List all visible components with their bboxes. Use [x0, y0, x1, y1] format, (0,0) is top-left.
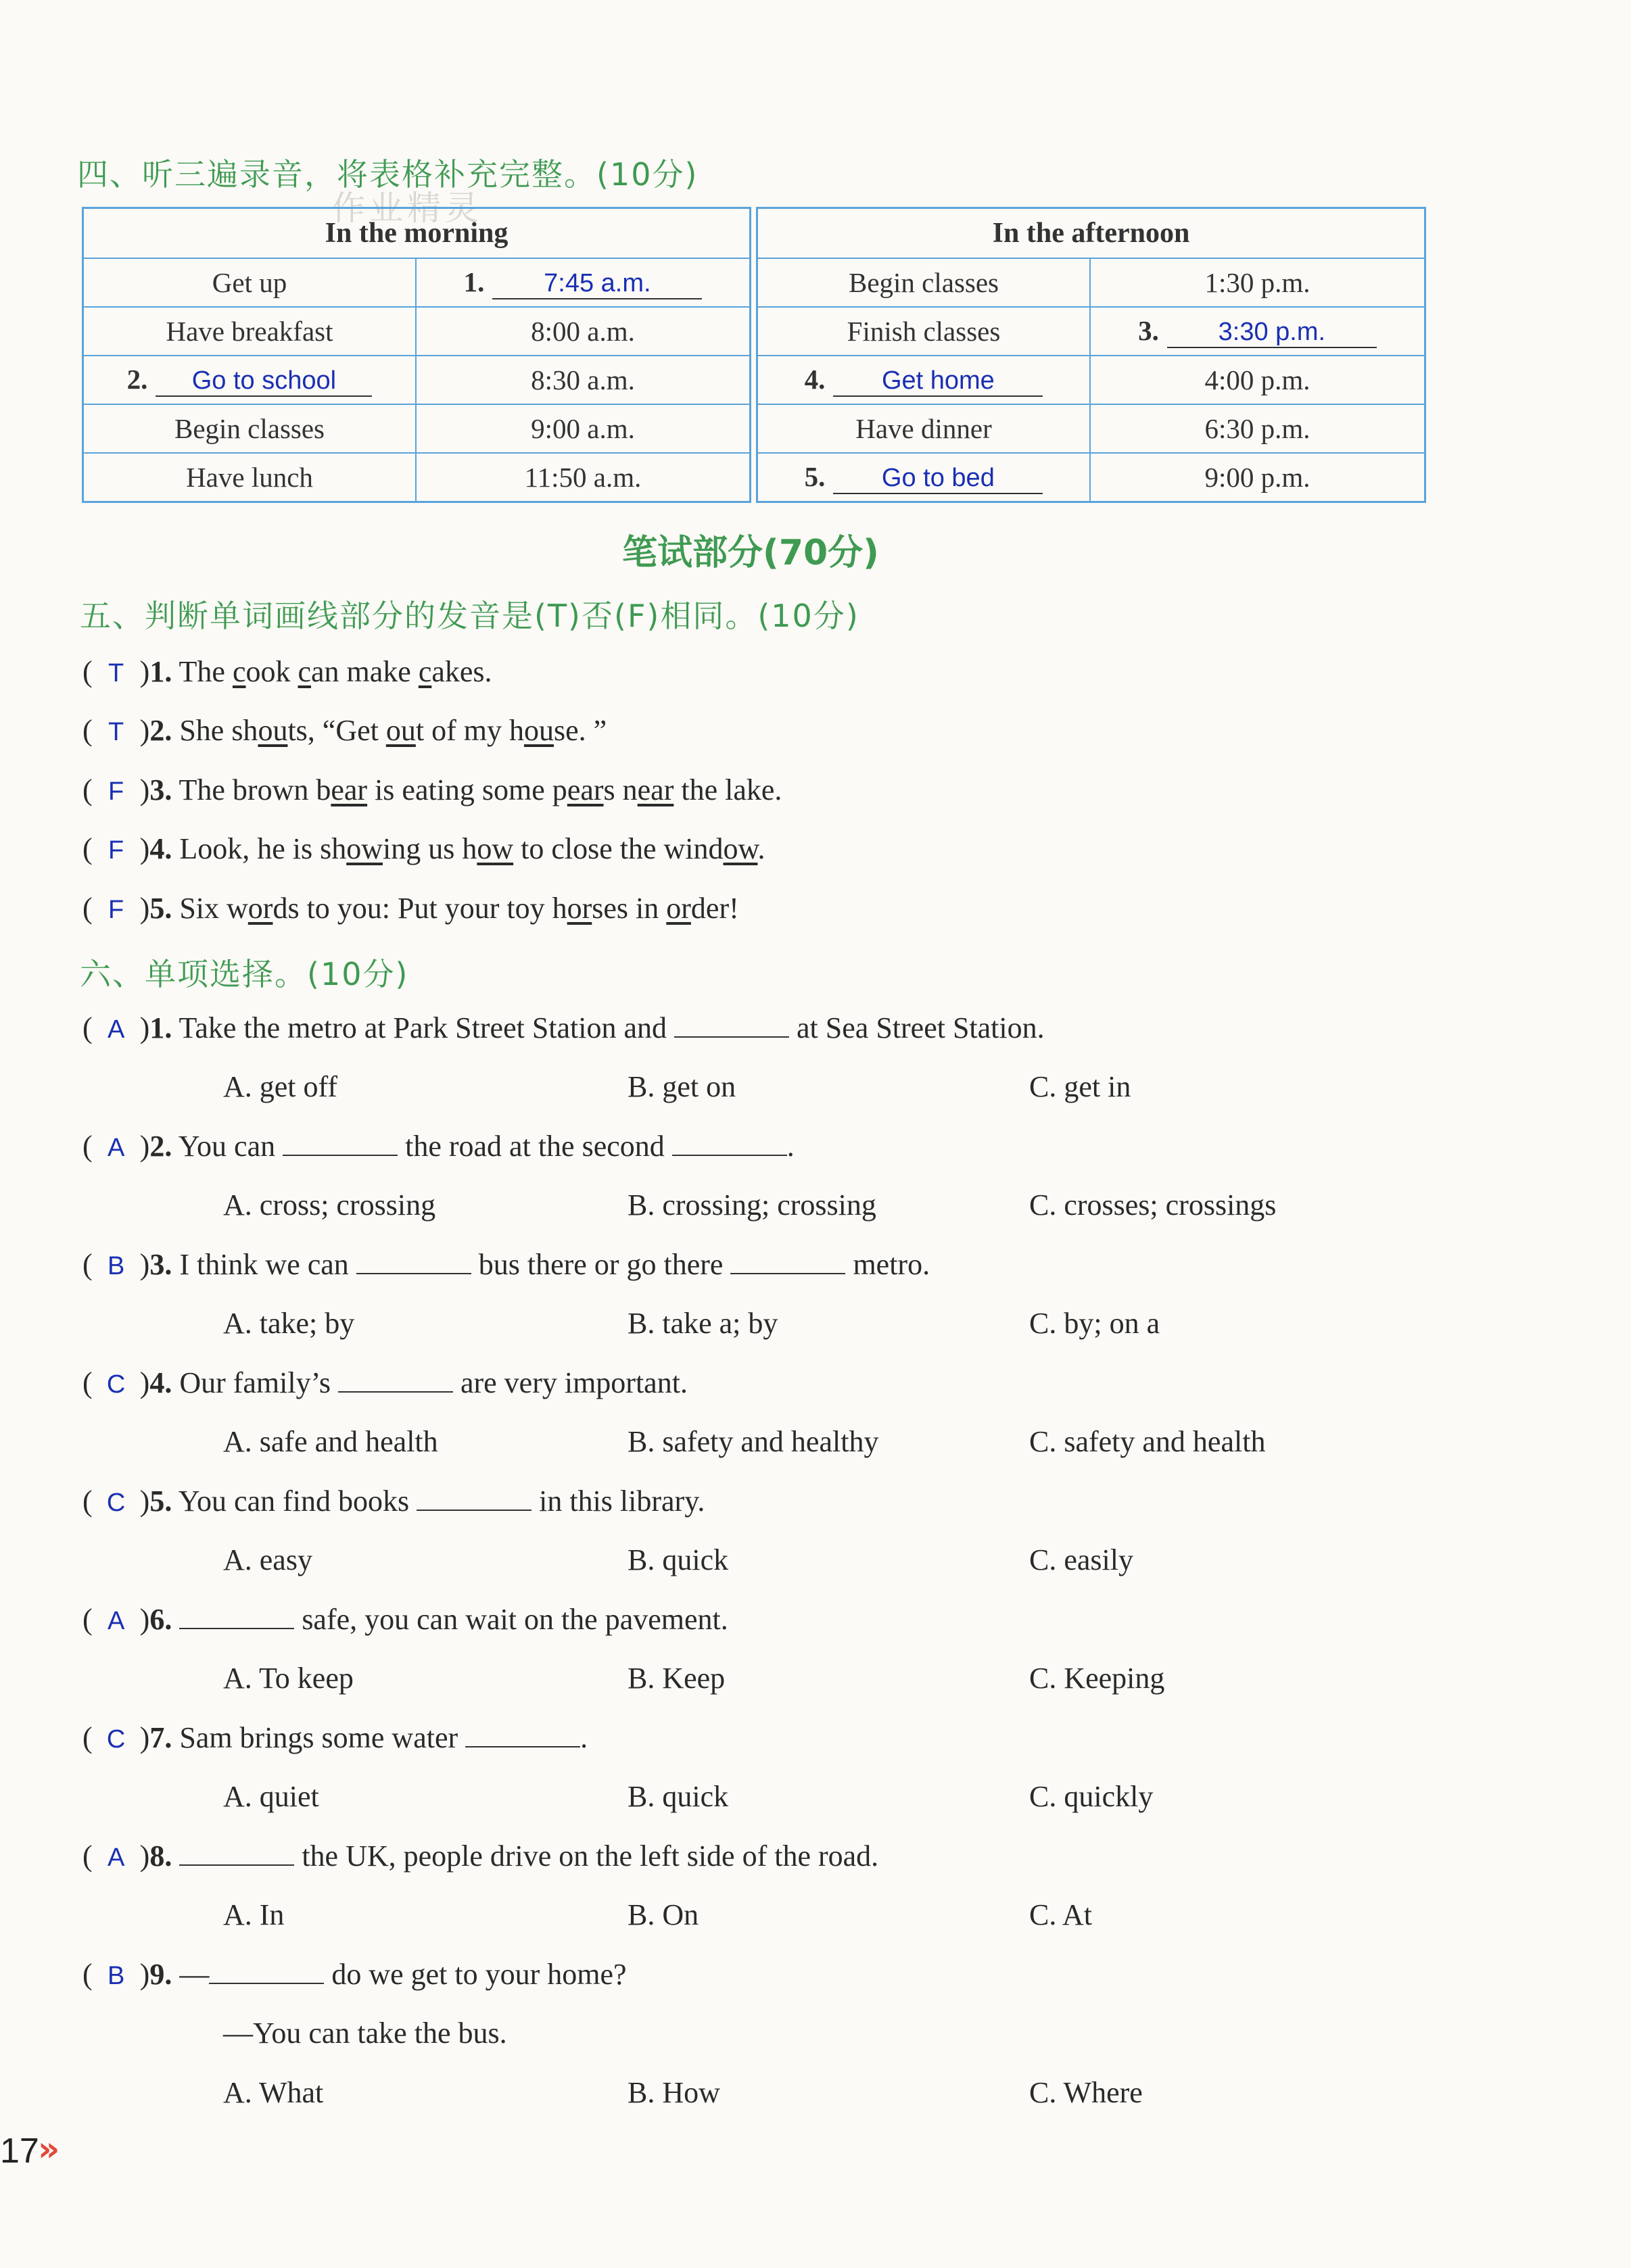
table-cell: 11:50 a.m. — [416, 453, 751, 502]
answer-mark[interactable]: A — [107, 1843, 125, 1872]
question-text: You can — [178, 1130, 276, 1163]
question-text: safe, you can wait on the pavement. — [302, 1603, 728, 1636]
option-a[interactable]: A. cross; crossing — [223, 1188, 436, 1222]
blank-number: 4. — [804, 364, 826, 395]
question-text: I think we can — [179, 1248, 349, 1281]
afternoon-header: In the afternoon — [757, 208, 1425, 259]
answer-blank[interactable] — [417, 1487, 531, 1511]
option-a[interactable]: A. In — [223, 1898, 285, 1931]
question-number: 1. — [149, 655, 172, 688]
table-row — [757, 307, 1425, 356]
table-cell — [416, 258, 751, 307]
answer-blank[interactable] — [179, 1605, 294, 1629]
answer-fill[interactable]: Go to bed — [833, 463, 1043, 494]
answer-blank[interactable] — [672, 1132, 787, 1156]
table-cell — [83, 356, 417, 404]
question-text: You can find books — [178, 1485, 410, 1518]
option-a[interactable]: A. What — [223, 2076, 324, 2109]
table-cell: 1:30 p.m. — [1090, 258, 1425, 307]
option-b[interactable]: B. How — [628, 2076, 720, 2109]
question-number: 6. — [149, 1603, 172, 1636]
table-cell: 6:30 p.m. — [1090, 404, 1425, 453]
table-cell: 8:30 a.m. — [416, 356, 751, 404]
option-c[interactable]: C. crosses; crossings — [1029, 1188, 1277, 1222]
blank-number: 2. — [126, 364, 148, 395]
option-b[interactable]: B. quick — [628, 1780, 729, 1813]
table-cell: Have breakfast — [83, 307, 417, 356]
morning-header: In the morning — [83, 208, 751, 259]
answer-blank[interactable] — [730, 1250, 845, 1274]
table-cell: 9:00 p.m. — [1090, 453, 1425, 502]
question-number: 3. — [149, 773, 172, 806]
answer-fill[interactable]: Get home — [833, 366, 1043, 397]
question-item: ( C )4. Our family’s are very important. — [82, 1366, 688, 1399]
option-c[interactable]: C. Keeping — [1029, 1662, 1165, 1695]
option-a[interactable]: A. take; by — [223, 1307, 355, 1340]
option-b[interactable]: B. take a; by — [628, 1307, 778, 1340]
table-cell — [757, 453, 1091, 502]
option-c[interactable]: C. safety and health — [1029, 1425, 1266, 1458]
answer-blank[interactable] — [674, 1013, 789, 1038]
answer-blank[interactable] — [209, 1960, 324, 1984]
question-text: — — [179, 1958, 210, 1991]
answer-mark[interactable]: F — [108, 777, 124, 806]
table-row — [83, 258, 751, 307]
answer-mark[interactable]: B — [107, 1962, 125, 1990]
blank-number: 1. — [463, 266, 485, 297]
watermark: 作业精灵 — [331, 189, 483, 228]
table-cell: Have lunch — [83, 453, 417, 502]
question-text: are very important. — [460, 1366, 688, 1399]
blank-number: 5. — [804, 461, 826, 492]
question-text: metro. — [853, 1248, 930, 1281]
section4-title: 四、听三遍录音，将表格补充完整。(10分) — [77, 156, 699, 193]
answer-mark[interactable]: T — [108, 718, 124, 746]
answer-fill[interactable]: 3:30 p.m. — [1167, 317, 1377, 348]
answer-blank[interactable] — [465, 1723, 580, 1747]
table-row — [757, 258, 1425, 307]
answer-mark[interactable]: B — [107, 1252, 125, 1280]
question-number: 9. — [149, 1958, 172, 1991]
option-c[interactable]: C. quickly — [1029, 1780, 1154, 1813]
question-item: ( C )7. Sam brings some water . — [82, 1721, 588, 1754]
morning-table — [82, 207, 751, 503]
question-item: ( F )5. Six words to you: Put your toy horses in order! — [82, 892, 739, 925]
table-cell — [757, 356, 1091, 404]
option-a[interactable]: A. To keep — [223, 1662, 354, 1695]
page-number: 17 — [0, 2131, 39, 2171]
table-row — [83, 307, 751, 356]
option-c[interactable]: C. Where — [1029, 2076, 1143, 2109]
answer-mark[interactable]: C — [106, 1489, 126, 1517]
question-number: 2. — [149, 1130, 172, 1163]
section5-title: 五、判断单词画线部分的发音是(T)否(F)相同。(10分) — [80, 598, 859, 634]
table-cell: 8:00 a.m. — [416, 307, 751, 356]
table-cell: Have dinner — [757, 404, 1091, 453]
option-c[interactable]: C. easily — [1029, 1543, 1133, 1576]
answer-fill[interactable]: Go to school — [156, 366, 372, 397]
table-cell: Begin classes — [83, 404, 417, 453]
question-item: ( B )3. I think we can bus there or go there metro. — [82, 1248, 930, 1281]
answer-mark[interactable]: C — [106, 1370, 126, 1399]
question-number: 7. — [149, 1721, 172, 1754]
question-item: ( C )5. You can find books in this library. — [82, 1485, 705, 1518]
table-row — [83, 404, 751, 453]
question-item: ( A )6. safe, you can wait on the pavement. — [82, 1603, 728, 1636]
option-c[interactable]: C. by; on a — [1029, 1307, 1160, 1340]
question-text: Sam brings some water — [179, 1721, 458, 1754]
answer-blank[interactable] — [338, 1368, 453, 1393]
question-item: ( F )3. The brown bear is eating some pears near the lake. — [82, 773, 782, 806]
question-item: ( A )2. You can the road at the second . — [82, 1130, 795, 1163]
question-item: ( T )2. She shouts, “Get out of my house. ” — [82, 714, 607, 747]
table-cell: 4:00 p.m. — [1090, 356, 1425, 404]
option-b[interactable]: B. crossing; crossing — [628, 1188, 876, 1222]
question-text: the UK, people drive on the left side of the road. — [302, 1839, 879, 1873]
answer-mark[interactable]: T — [108, 659, 124, 687]
written-part-title: 笔试部分(70分) — [622, 533, 879, 573]
question-number: 4. — [149, 1366, 172, 1399]
question-number: 2. — [149, 714, 172, 747]
table-cell — [1090, 307, 1425, 356]
question-item: ( A )8. the UK, people drive on the left side of the road. — [82, 1839, 879, 1873]
answer-blank[interactable] — [179, 1841, 294, 1866]
question-text: Take the metro at Park Street Station and — [179, 1011, 667, 1044]
question-number: 5. — [149, 1485, 172, 1518]
question-number: 1. — [149, 1011, 172, 1044]
table-row — [757, 356, 1425, 404]
question-text: the road at the second — [405, 1130, 665, 1163]
option-a[interactable]: A. quiet — [223, 1780, 319, 1813]
table-row — [83, 356, 751, 404]
option-a[interactable]: A. easy — [223, 1543, 312, 1576]
afternoon-table — [756, 207, 1426, 503]
option-b[interactable]: B. quick — [628, 1543, 729, 1576]
question-text: in this library. — [539, 1485, 705, 1518]
answer-blank[interactable] — [283, 1132, 398, 1156]
question-number: 5. — [149, 892, 172, 925]
option-c[interactable]: C. At — [1029, 1898, 1092, 1931]
chevron-right-icon: » — [38, 2129, 60, 2169]
question-item: ( B )9. — do we get to your home? — [82, 1958, 627, 1991]
table-cell: Get up — [83, 258, 417, 307]
answer-mark[interactable]: A — [107, 1134, 125, 1162]
option-a[interactable]: A. safe and health — [223, 1425, 438, 1458]
question-text-line2: —You can take the bus. — [223, 2017, 507, 2050]
answer-mark[interactable]: A — [107, 1607, 125, 1635]
answer-mark[interactable]: A — [107, 1015, 125, 1044]
answer-mark[interactable]: C — [106, 1725, 126, 1754]
option-b[interactable]: B. get on — [628, 1070, 736, 1103]
table-cell: Begin classes — [757, 258, 1091, 307]
answer-blank[interactable] — [356, 1250, 471, 1274]
table-cell: Finish classes — [757, 307, 1091, 356]
table-row — [757, 453, 1425, 502]
question-item: ( T )1. The cook can make cakes. — [82, 655, 492, 688]
section6-title: 六、单项选择。(10分) — [80, 956, 409, 992]
blank-number: 3. — [1138, 315, 1159, 346]
question-text: Our family’s — [179, 1366, 331, 1399]
question-text: . — [580, 1721, 588, 1754]
option-b[interactable]: B. On — [628, 1898, 699, 1931]
question-number: 8. — [149, 1839, 172, 1873]
question-item: ( F )4. Look, he is showing us how to close the window. — [82, 832, 765, 865]
option-b[interactable]: B. Keep — [628, 1662, 726, 1695]
option-b[interactable]: B. safety and healthy — [628, 1425, 879, 1458]
table-cell: 9:00 a.m. — [416, 404, 751, 453]
question-text: . — [786, 1130, 795, 1163]
table-row — [83, 453, 751, 502]
question-text: at Sea Street Station. — [797, 1011, 1045, 1044]
option-a[interactable]: A. get off — [223, 1070, 338, 1103]
question-number: 4. — [149, 832, 172, 865]
option-c[interactable]: C. get in — [1029, 1070, 1131, 1103]
question-item: ( A )1. Take the metro at Park Street Station and at Sea Street Station. — [82, 1011, 1045, 1044]
answer-mark[interactable]: F — [108, 896, 124, 924]
answer-mark[interactable]: F — [108, 836, 124, 865]
question-number: 3. — [149, 1248, 172, 1281]
table-row — [757, 404, 1425, 453]
question-text: bus there or go there — [478, 1248, 724, 1281]
question-text: do we get to your home? — [331, 1958, 627, 1991]
answer-fill[interactable]: 7:45 a.m. — [492, 268, 702, 299]
